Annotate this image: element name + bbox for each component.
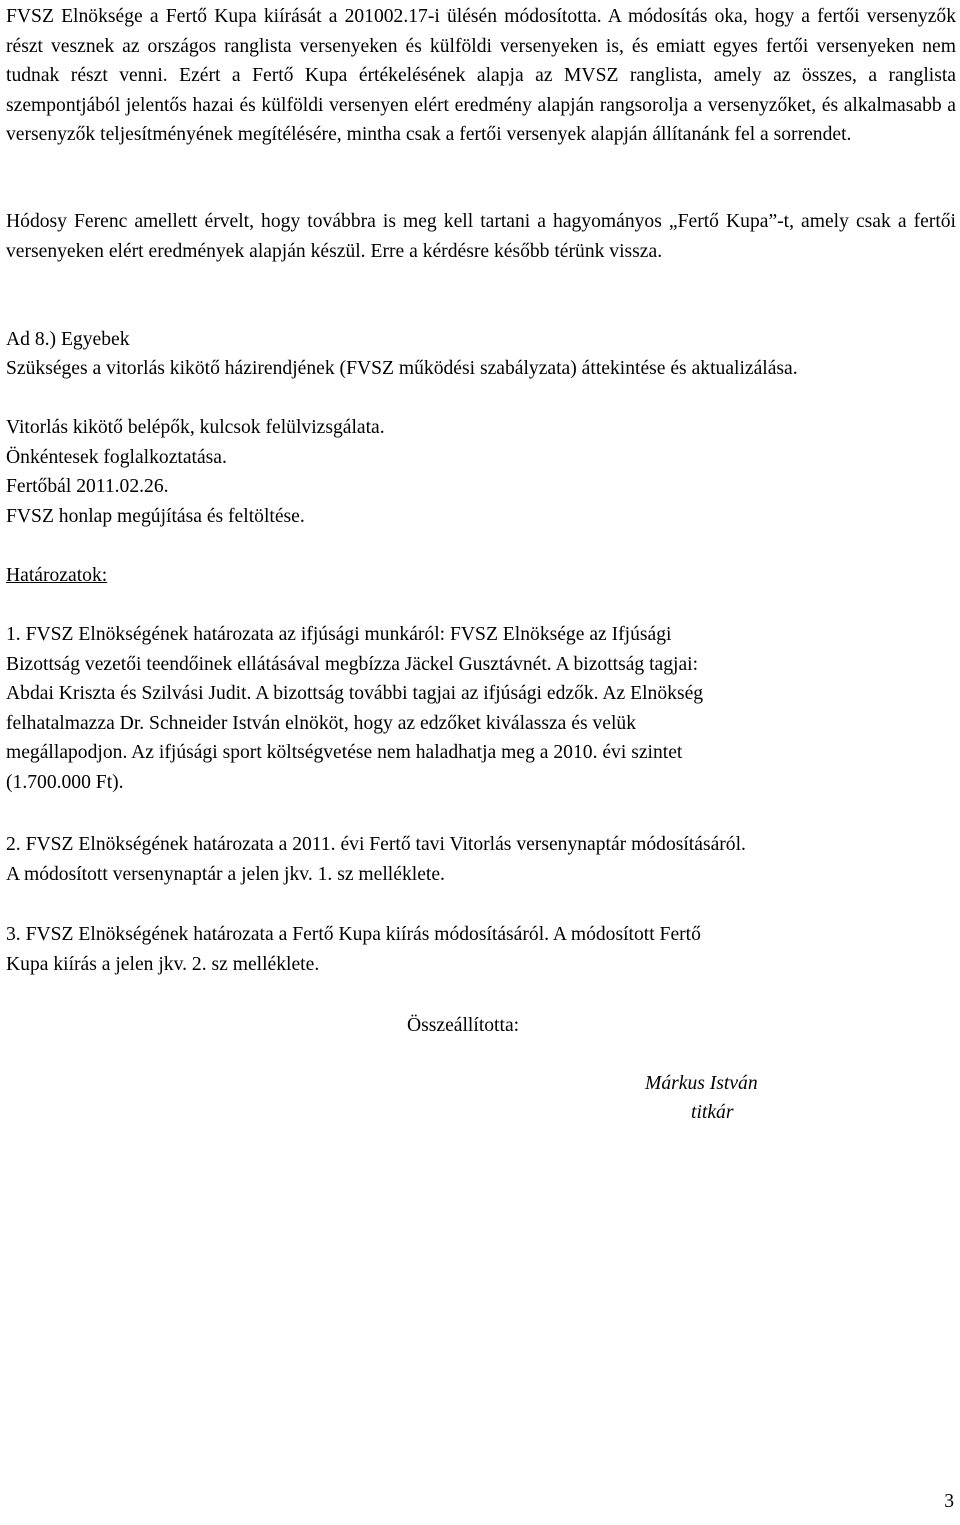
paragraph-fertő-kupa-modification: FVSZ Elnöksége a Fertő Kupa kiírását a 201002.17-i ülésén módosította. A módosítás oka, hogy a fertői versenyzők részt vesznek az országos ranglista versenyeken és külföldi versenyeken is, és emiatt egyes fertői versenyeken nem tudnak részt venni. Ezért a Fertő Kupa értékelésének alapja az MVSZ ranglista, amely az összes, a ranglista szempontjából jelentős hazai és külföldi versenyen elért eredmény alapján rangsorolja a versenyzőket, és alkalmasabb a versenyzők teljesítményének megítélésére, mintha csak a fertői versenyek alapján állítanánk fel a sorrendet. bbox=[6, 6, 956, 145]
resolution-line: megállapodjon. Az ifjúsági sport költségvetése nem haladhatja meg a 2010. évi szintet bbox=[6, 742, 683, 763]
resolution-line: A módosított versenynaptár a jelen jkv. 1. sz melléklete. bbox=[6, 863, 445, 885]
resolution-line: 2. FVSZ Elnökségének határozata a 2011. évi Fertő tavi Vitorlás versenynaptár módosításáról. bbox=[6, 834, 746, 855]
resolution-line: felhatalmazza Dr. Schneider István elnököt, hogy az edzőket kiválassza és velük bbox=[6, 712, 637, 734]
compiled-by-label: Összeállította: bbox=[407, 1015, 520, 1036]
resolution-line: (1.700.000 Ft). bbox=[6, 771, 124, 793]
list-item: Vitorlás kikötő belépők, kulcsok felülvizsgálata. bbox=[6, 417, 385, 438]
list-item: Önkéntesek foglalkoztatása. bbox=[6, 446, 227, 468]
page-number: 3 bbox=[944, 1491, 954, 1512]
resolution-line: 3. FVSZ Elnökségének határozata a Fertő Kupa kiírás módosításáról. A módosított Fertő bbox=[6, 924, 701, 945]
paragraph-hodosy-argument: Hódosy Ferenc amellett érvelt, hogy továbbra is meg kell tartani a hagyományos „Fertő Kupa”-t, amely csak a fertői versenyeken elért eredmények alapján készül. Erre a kérdésre később térünk vissza. bbox=[6, 211, 956, 262]
resolution-2 bbox=[6, 830, 956, 889]
list-item: Fertőbál 2011.02.26. bbox=[6, 476, 169, 497]
signatory-name: Márkus István bbox=[645, 1073, 758, 1094]
ad8-heading: Ad 8.) Egyebek bbox=[6, 329, 130, 350]
resolutions-heading: Határozatok: bbox=[6, 565, 108, 586]
signatory-title: titkár bbox=[691, 1102, 734, 1123]
list-item: FVSZ honlap megújítása és feltöltése. bbox=[6, 505, 305, 527]
ad8-item-list bbox=[6, 413, 956, 531]
resolution-1 bbox=[6, 620, 956, 797]
resolution-line: Kupa kiírás a jelen jkv. 2. sz melléklete. bbox=[6, 953, 320, 975]
resolution-line: 1. FVSZ Elnökségének határozata az ifjúsági munkáról: FVSZ Elnöksége az Ifjúsági bbox=[6, 624, 672, 645]
resolution-line: Bizottság vezetői teendőinek ellátásával megbízza Jäckel Gusztávnét. A bizottság tagjai: bbox=[6, 653, 699, 675]
resolution-3 bbox=[6, 920, 956, 979]
resolution-line: Abdai Kriszta és Szilvási Judit. A bizottság további tagjai az ifjúsági edzők. Az Elnökség bbox=[6, 683, 704, 704]
ad8-paragraph: Szükséges a vitorlás kikötő házirendjének (FVSZ működési szabályzata) áttekintése és aktualizálása. bbox=[6, 358, 798, 379]
